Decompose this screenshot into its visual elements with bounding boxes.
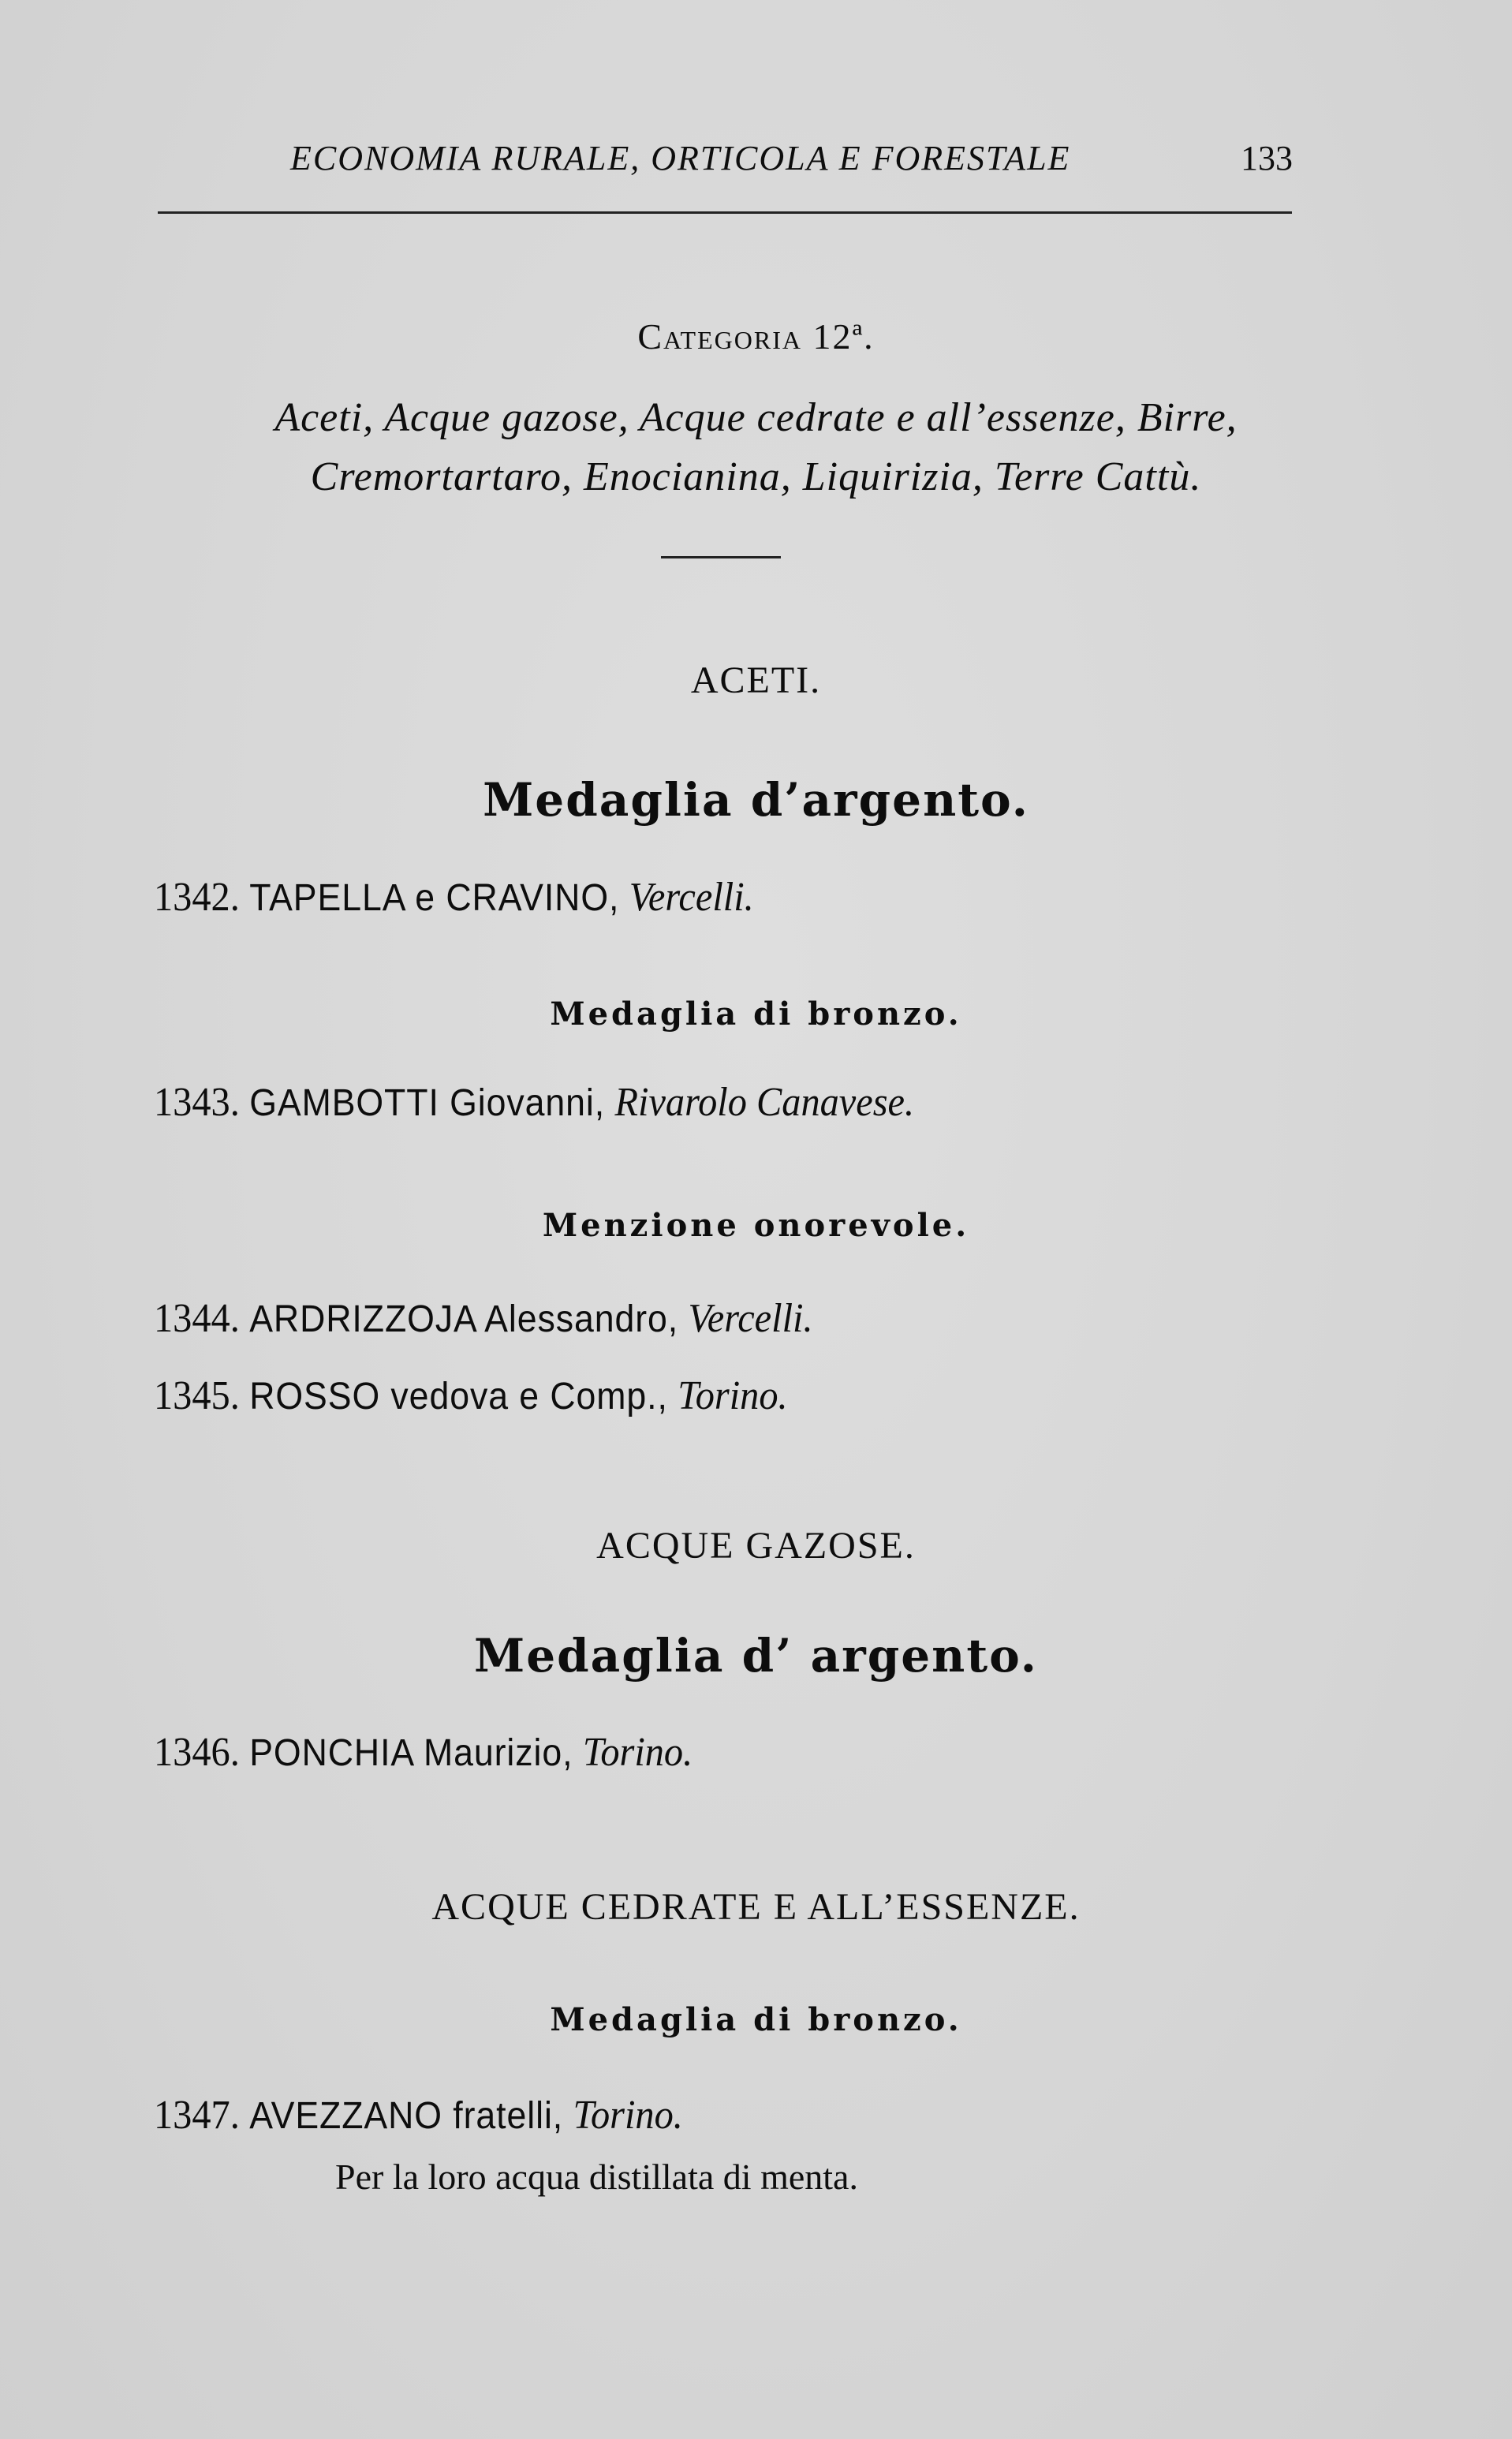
section-divider — [661, 556, 781, 558]
entry-place: Rivarolo Canavese. — [614, 1080, 915, 1125]
page-number: 133 — [1241, 139, 1293, 177]
entry-number: 1343. — [154, 1080, 240, 1125]
entry-name: AVEZZANO fratelli, — [249, 2095, 564, 2137]
entry-place: Torino. — [582, 1730, 693, 1775]
entry-1346 — [154, 1729, 693, 1776]
header-rule — [158, 211, 1292, 214]
section-title-aceti: ACETI. — [690, 659, 822, 701]
entry-number: 1347. — [154, 2093, 240, 2138]
entry-1345 — [154, 1373, 788, 1419]
running-title: ECONOMIA RURALE, ORTICOLA E FORESTALE — [290, 139, 1071, 177]
entry-name: ROSSO vedova e Comp., — [249, 1376, 668, 1417]
entry-1347 — [154, 2092, 683, 2138]
entry-name: PONCHIA Maurizio, — [249, 1732, 573, 1774]
running-head — [158, 138, 1293, 201]
entry-1343 — [154, 1079, 914, 1126]
entry-name: TAPELLA e CRAVINO, — [249, 877, 620, 919]
award-heading-honorable-mention: Menzione onorevole. — [542, 1207, 970, 1244]
entry-name: ARDRIZZOJA Alessandro, — [249, 1298, 679, 1340]
category-subtitle-line1: Aceti, Acque gazose, Acque cedrate e all’essenze, Birre, — [274, 395, 1238, 440]
award-heading-silver: Medaglia d’argento. — [483, 773, 1029, 827]
entry-note: Per la loro acqua distillata di menta. — [335, 2157, 858, 2197]
category-title: Categoria 12ª. — [637, 316, 875, 357]
award-heading-silver: Medaglia d’ argento. — [474, 1629, 1038, 1683]
entry-number: 1342. — [154, 875, 240, 920]
entry-1344 — [154, 1295, 813, 1342]
award-heading-bronze: Medaglia di bronzo. — [550, 2001, 962, 2038]
entry-1342 — [154, 874, 754, 921]
entry-number: 1345. — [154, 1373, 240, 1418]
entry-place: Vercelli. — [688, 1296, 813, 1341]
section-title-acque-gazose: ACQUE GAZOSE. — [596, 1525, 916, 1567]
section-title-acque-cedrate: ACQUE CEDRATE E ALL’ESSENZE. — [431, 1886, 1081, 1928]
category-subtitle-line2: Cremortartaro, Enocianina, Liquirizia, Terre Cattù. — [310, 454, 1202, 499]
entry-name: GAMBOTTI Giovanni, — [249, 1082, 606, 1124]
entry-number: 1344. — [154, 1296, 240, 1341]
entry-place: Torino. — [573, 2093, 683, 2138]
entry-number: 1346. — [154, 1730, 240, 1775]
entry-place: Vercelli. — [629, 875, 754, 920]
award-heading-bronze: Medaglia di bronzo. — [550, 995, 962, 1033]
entry-place: Torino. — [678, 1373, 788, 1418]
